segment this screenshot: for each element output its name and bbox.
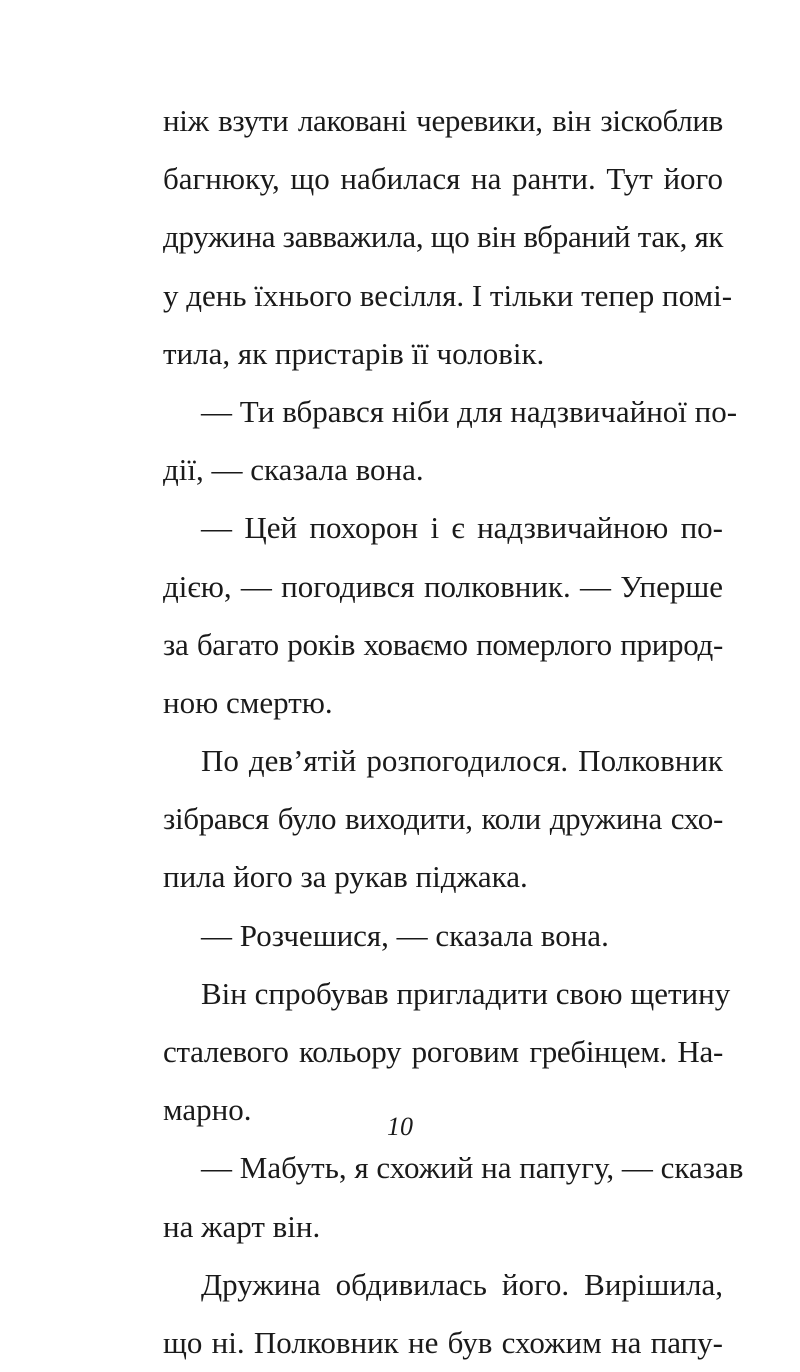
text-line: що ні. Полковник не був схожим на папу- bbox=[163, 1324, 723, 1360]
text-line: дружина завважила, що він вбраний так, як bbox=[163, 219, 724, 255]
text-line: Він спробував пригладити свою щетину bbox=[201, 975, 731, 1011]
text-line: ніж взути лаковані черевики, він зіскоблив bbox=[163, 103, 723, 138]
text-line: зібрався було виходити, коли дружина схо- bbox=[163, 801, 723, 837]
text-line: — Мабуть, я схожий на папугу, — сказав bbox=[201, 1150, 744, 1186]
text-line: — Ти вбрався ніби для надзвичайної по- bbox=[201, 393, 738, 429]
text-line: По дев’ятій розпогодилося. Полковник bbox=[201, 743, 723, 779]
text-line: — Розчешися, — сказала вона. bbox=[201, 917, 609, 953]
text-line: за багато років ховаємо померлого природ- bbox=[163, 626, 723, 662]
text-line: дією, — погодився полковник. — Уперше bbox=[163, 568, 723, 604]
text-line: — Цей похорон і є надзвичайною по- bbox=[201, 510, 723, 546]
text-line: у день їхнього весілля. І тільки тепер помі- bbox=[163, 277, 733, 313]
text-line: сталевого кольору роговим гребінцем. На- bbox=[163, 1034, 723, 1069]
text-line: дії, — сказала вона. bbox=[163, 452, 424, 488]
page-text bbox=[163, 92, 744, 1372]
text-line: на жарт він. bbox=[163, 1208, 321, 1244]
text-line: марно. bbox=[163, 1092, 252, 1128]
text-line: ною смертю. bbox=[163, 684, 333, 720]
text-line: багнюку, що набилася на ранти. Тут його bbox=[163, 161, 723, 197]
page-number: 10 bbox=[387, 1112, 413, 1141]
text-line: Дружина обдивилась його. Вирішила, bbox=[201, 1266, 723, 1302]
text-line: пила його за рукав піджака. bbox=[163, 859, 528, 895]
text-line: тила, як пристарів її чоловік. bbox=[163, 335, 545, 371]
